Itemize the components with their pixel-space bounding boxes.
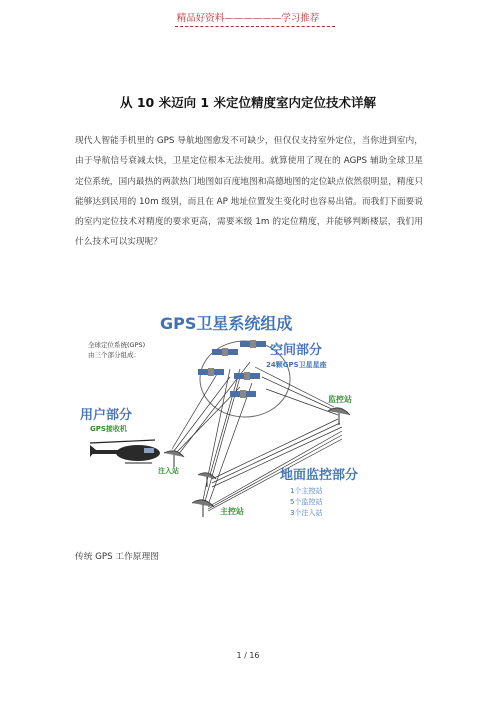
user-segment-label: 用户部分	[80, 408, 133, 423]
body-paragraph: 现代人智能手机里的 GPS 导航地图愈发不可缺少，但仅仅支持室外定位，当你进到室内，由于导航信号衰减太快，卫星定位根本无法使用。就算使用了现在的 AGPS 辅助全球卫星定位系统，国内最热的两款热门地图如百度地图和高德地图的定位缺点依然很明显，精度只能够达到民用的 10m 级别，而且在 AP 地址位置发生变化时也容易出错。而我们下面要说的室内定位技术对精度的要求更高，需要米级 1m 的定位精度，并能够判断楼层，我们用什么技术可以实现呢？	[75, 136, 423, 248]
satellite-icon	[198, 368, 224, 376]
figure-title: GPS卫星系统组成	[160, 314, 293, 333]
satellite-icon	[240, 340, 266, 348]
figure-intro-line1: 全球定位系统(GPS)	[88, 341, 146, 349]
ground-item-inject: 3个注入站	[290, 509, 323, 517]
figure-caption: 传统 GPS 工作原理图	[75, 552, 159, 562]
page-number: 1 / 16	[236, 651, 260, 660]
satellite-icon	[234, 372, 260, 380]
header-dashes: ——————	[224, 13, 282, 24]
monitor-station-label: 监控站	[328, 395, 352, 404]
figure-intro-line2: 由三个部分组成：	[88, 351, 140, 359]
document-title: 从 10 米迈向 1 米定位精度室内定位技术详解	[119, 95, 376, 110]
user-segment-sub: GPS接收机	[90, 425, 127, 433]
satellite-icon	[212, 348, 238, 356]
master-station-label: 主控站	[220, 507, 244, 516]
inject-station-label: 注入站	[158, 467, 179, 475]
header-underline	[175, 26, 335, 27]
gps-system-figure	[80, 307, 390, 522]
ground-item-monitor: 5个监控站	[290, 498, 323, 506]
satellite-icon	[230, 390, 256, 398]
header-left-text: 精品好资料	[176, 13, 225, 24]
ground-item-master: 1个主控站	[290, 487, 323, 495]
space-segment-sub: 24颗GPS卫星星座	[266, 361, 327, 369]
space-segment-label: 空间部分	[270, 343, 323, 358]
header-right-text: 学习推荐	[281, 13, 320, 24]
ground-segment-label: 地面监控部分	[280, 468, 359, 483]
page-header	[0, 10, 496, 24]
gps-diagram	[80, 307, 390, 522]
